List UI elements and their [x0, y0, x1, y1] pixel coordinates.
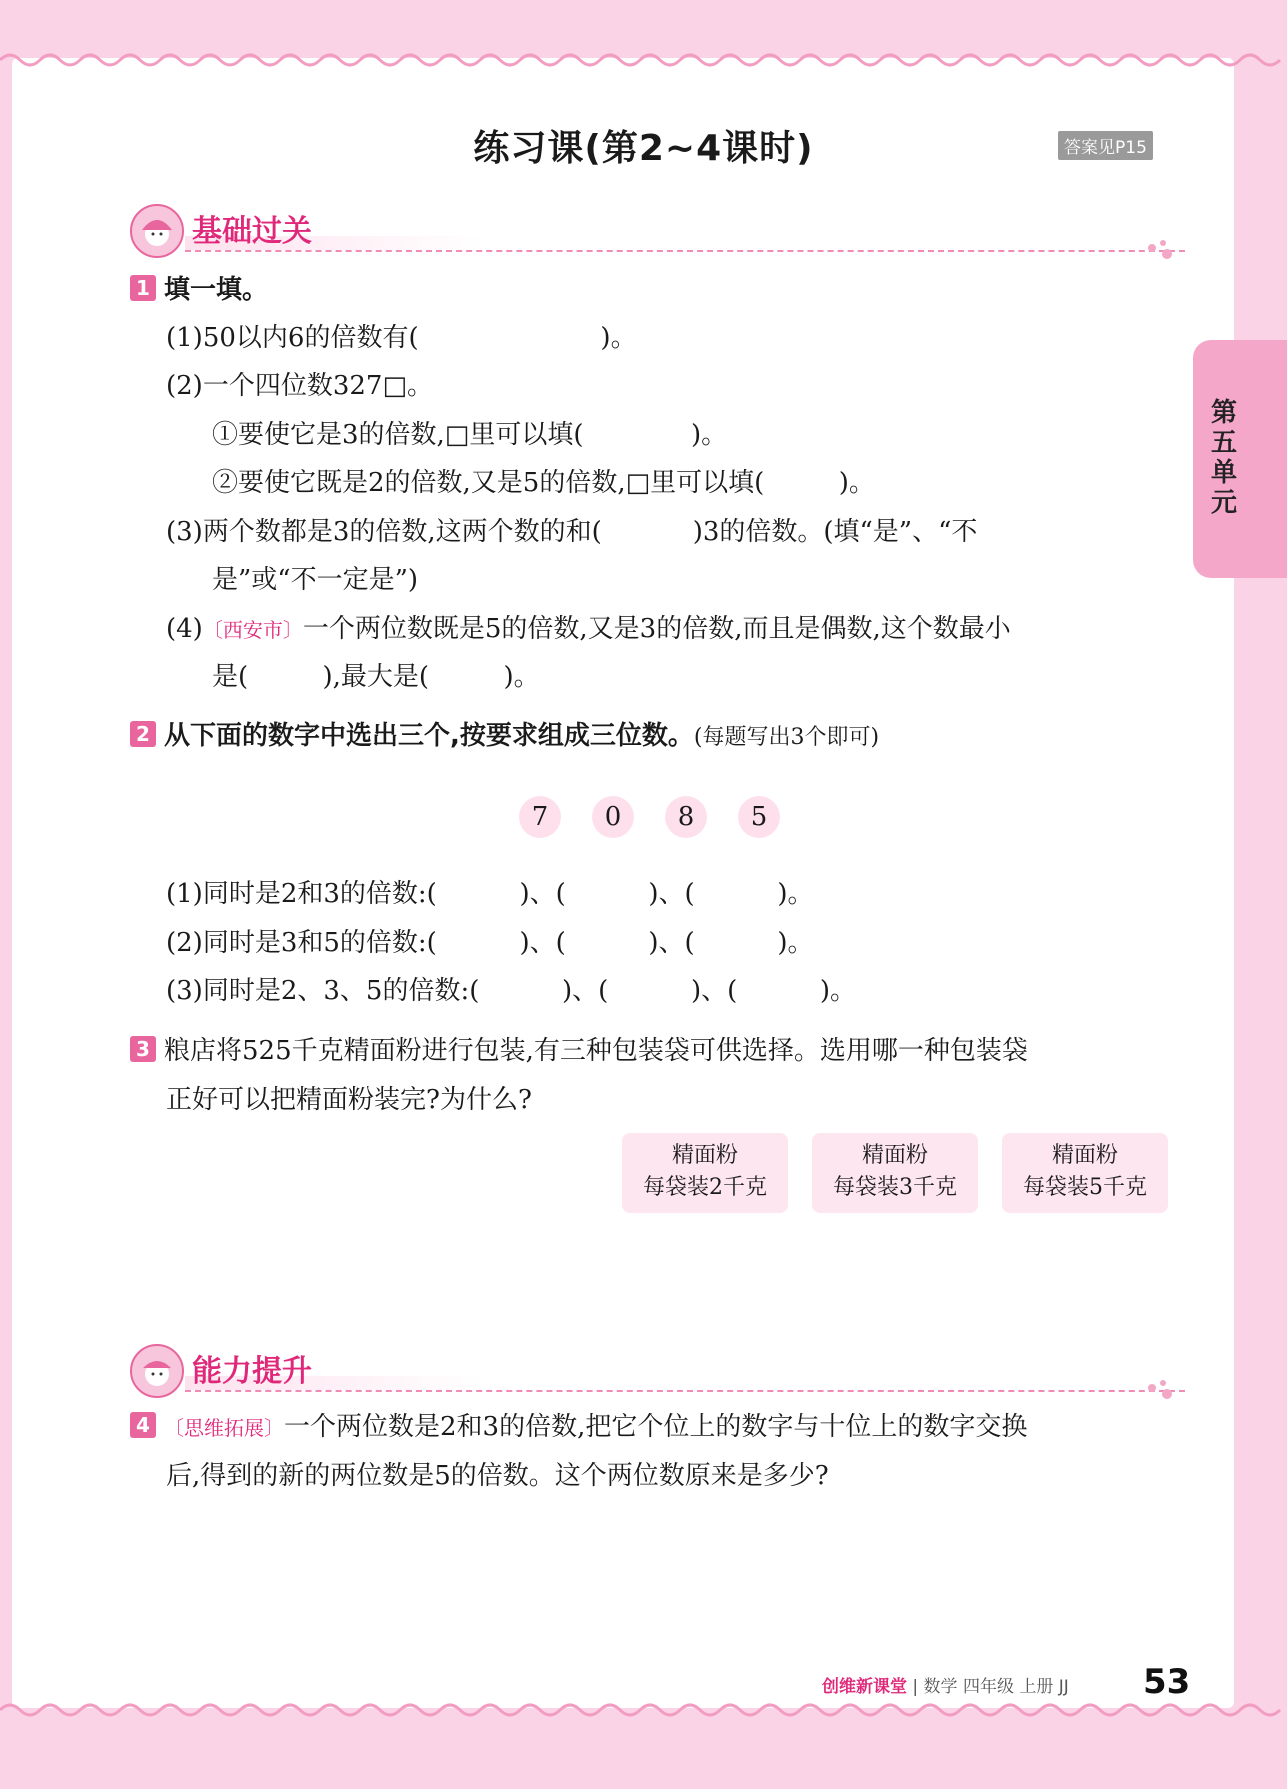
q1-part-3-line2: 是”或“不一定是”): [212, 565, 419, 595]
unit-side-tab[interactable]: [1193, 340, 1287, 578]
question-4-line2: 后,得到的新的两位数是5的倍数。这个两位数原来是多少?: [166, 1461, 829, 1491]
question-1-text: 填一填。: [164, 275, 269, 305]
section-title-basic: 基础过关: [192, 214, 312, 249]
q1-part-4-prefix: (4): [166, 614, 203, 644]
question-4-line1: [130, 1411, 1027, 1444]
q1-part-2: (2)一个四位数327□。: [166, 371, 434, 401]
decorative-dots-icon: [1148, 240, 1178, 260]
q1-part-1: (1)50以内6的倍数有( )。: [166, 323, 637, 353]
section-header-basic: [130, 200, 1170, 260]
question-number-badge: 1: [130, 275, 156, 301]
section-divider: [185, 1390, 1185, 1392]
question-number-badge: 2: [130, 721, 156, 747]
footer-info: 创维新课堂 | 数学 四年级 上册 JJ: [822, 1677, 1069, 1697]
package-option-card: [1002, 1133, 1168, 1213]
footer-book-info: 数学 四年级 上册 JJ: [923, 1677, 1069, 1697]
digit-card: 7: [519, 796, 561, 838]
section-header-advanced: [130, 1340, 1170, 1400]
q2-part-1: (1)同时是2和3的倍数:( )、( )、( )。: [166, 879, 814, 909]
package-option-card: [622, 1133, 788, 1213]
question-4-text: 一个两位数是2和3的倍数,把它个位上的数字与十位上的数字交换: [284, 1412, 1028, 1442]
page-title: 练习课(第2~4课时): [473, 128, 814, 169]
q1-part-2a: ①要使它是3的倍数,□里可以填( )。: [212, 420, 728, 450]
question-1-title: [130, 274, 268, 306]
q1-part-2b: ②要使它既是2的倍数,又是5的倍数,□里可以填( )。: [212, 468, 875, 498]
question-3-line1: [130, 1035, 1028, 1067]
package-spec: 每袋装3千克: [833, 1175, 957, 1200]
footer-brand: 创维新课堂: [822, 1677, 907, 1697]
q1-part-4-line1: [166, 613, 1011, 646]
decorative-dots-icon: [1148, 1380, 1178, 1400]
question-3-text: 粮店将525千克精面粉进行包装,有三种包装袋可供选择。选用哪一种包装袋: [164, 1036, 1028, 1066]
digit-card: 0: [592, 796, 634, 838]
region-tag: 〔西安市〕: [202, 618, 303, 642]
digit-card: 8: [665, 796, 707, 838]
girl-avatar-icon: [130, 204, 184, 258]
q1-part-3-line1: (3)两个数都是3的倍数,这两个数的和( )3的倍数。(填“是”、“不: [166, 517, 978, 547]
bottom-wave-border: [0, 1700, 1287, 1720]
question-2-text: 从下面的数字中选出三个,按要求组成三位数。: [164, 721, 694, 751]
digit-card: 5: [738, 796, 780, 838]
question-2-title: [130, 720, 879, 754]
package-spec: 每袋装5千克: [1023, 1175, 1147, 1200]
question-3-line2: 正好可以把精面粉装完?为什么?: [166, 1085, 532, 1115]
question-number-badge: 4: [130, 1412, 156, 1438]
unit-side-tab-label: 第五单元: [1210, 398, 1237, 518]
package-name: 精面粉: [861, 1143, 928, 1168]
package-name: 精面粉: [1051, 1143, 1118, 1168]
package-option-card: [812, 1133, 978, 1213]
question-number-badge: 3: [130, 1036, 156, 1062]
q2-part-3: (3)同时是2、3、5的倍数:( )、( )、( )。: [166, 976, 857, 1006]
question-2-note: (每题写出3个即可): [693, 725, 880, 750]
q1-part-4-text: 一个两位数既是5的倍数,又是3的倍数,而且是偶数,这个数最小: [302, 614, 1011, 644]
section-title-advanced: 能力提升: [192, 1354, 312, 1389]
package-name: 精面粉: [671, 1143, 738, 1168]
section-divider: [185, 250, 1185, 252]
boy-avatar-icon: [130, 1344, 184, 1398]
q2-part-2: (2)同时是3和5的倍数:( )、( )、( )。: [166, 928, 814, 958]
package-spec: 每袋装2千克: [643, 1175, 767, 1200]
page-number: 53: [1143, 1662, 1191, 1702]
thinking-tag: 〔思维拓展〕: [164, 1416, 284, 1440]
answer-reference-badge: 答案见P15: [1058, 131, 1153, 160]
top-wave-border: [0, 50, 1287, 70]
q1-part-4-line2: 是( ),最大是( )。: [212, 662, 540, 692]
